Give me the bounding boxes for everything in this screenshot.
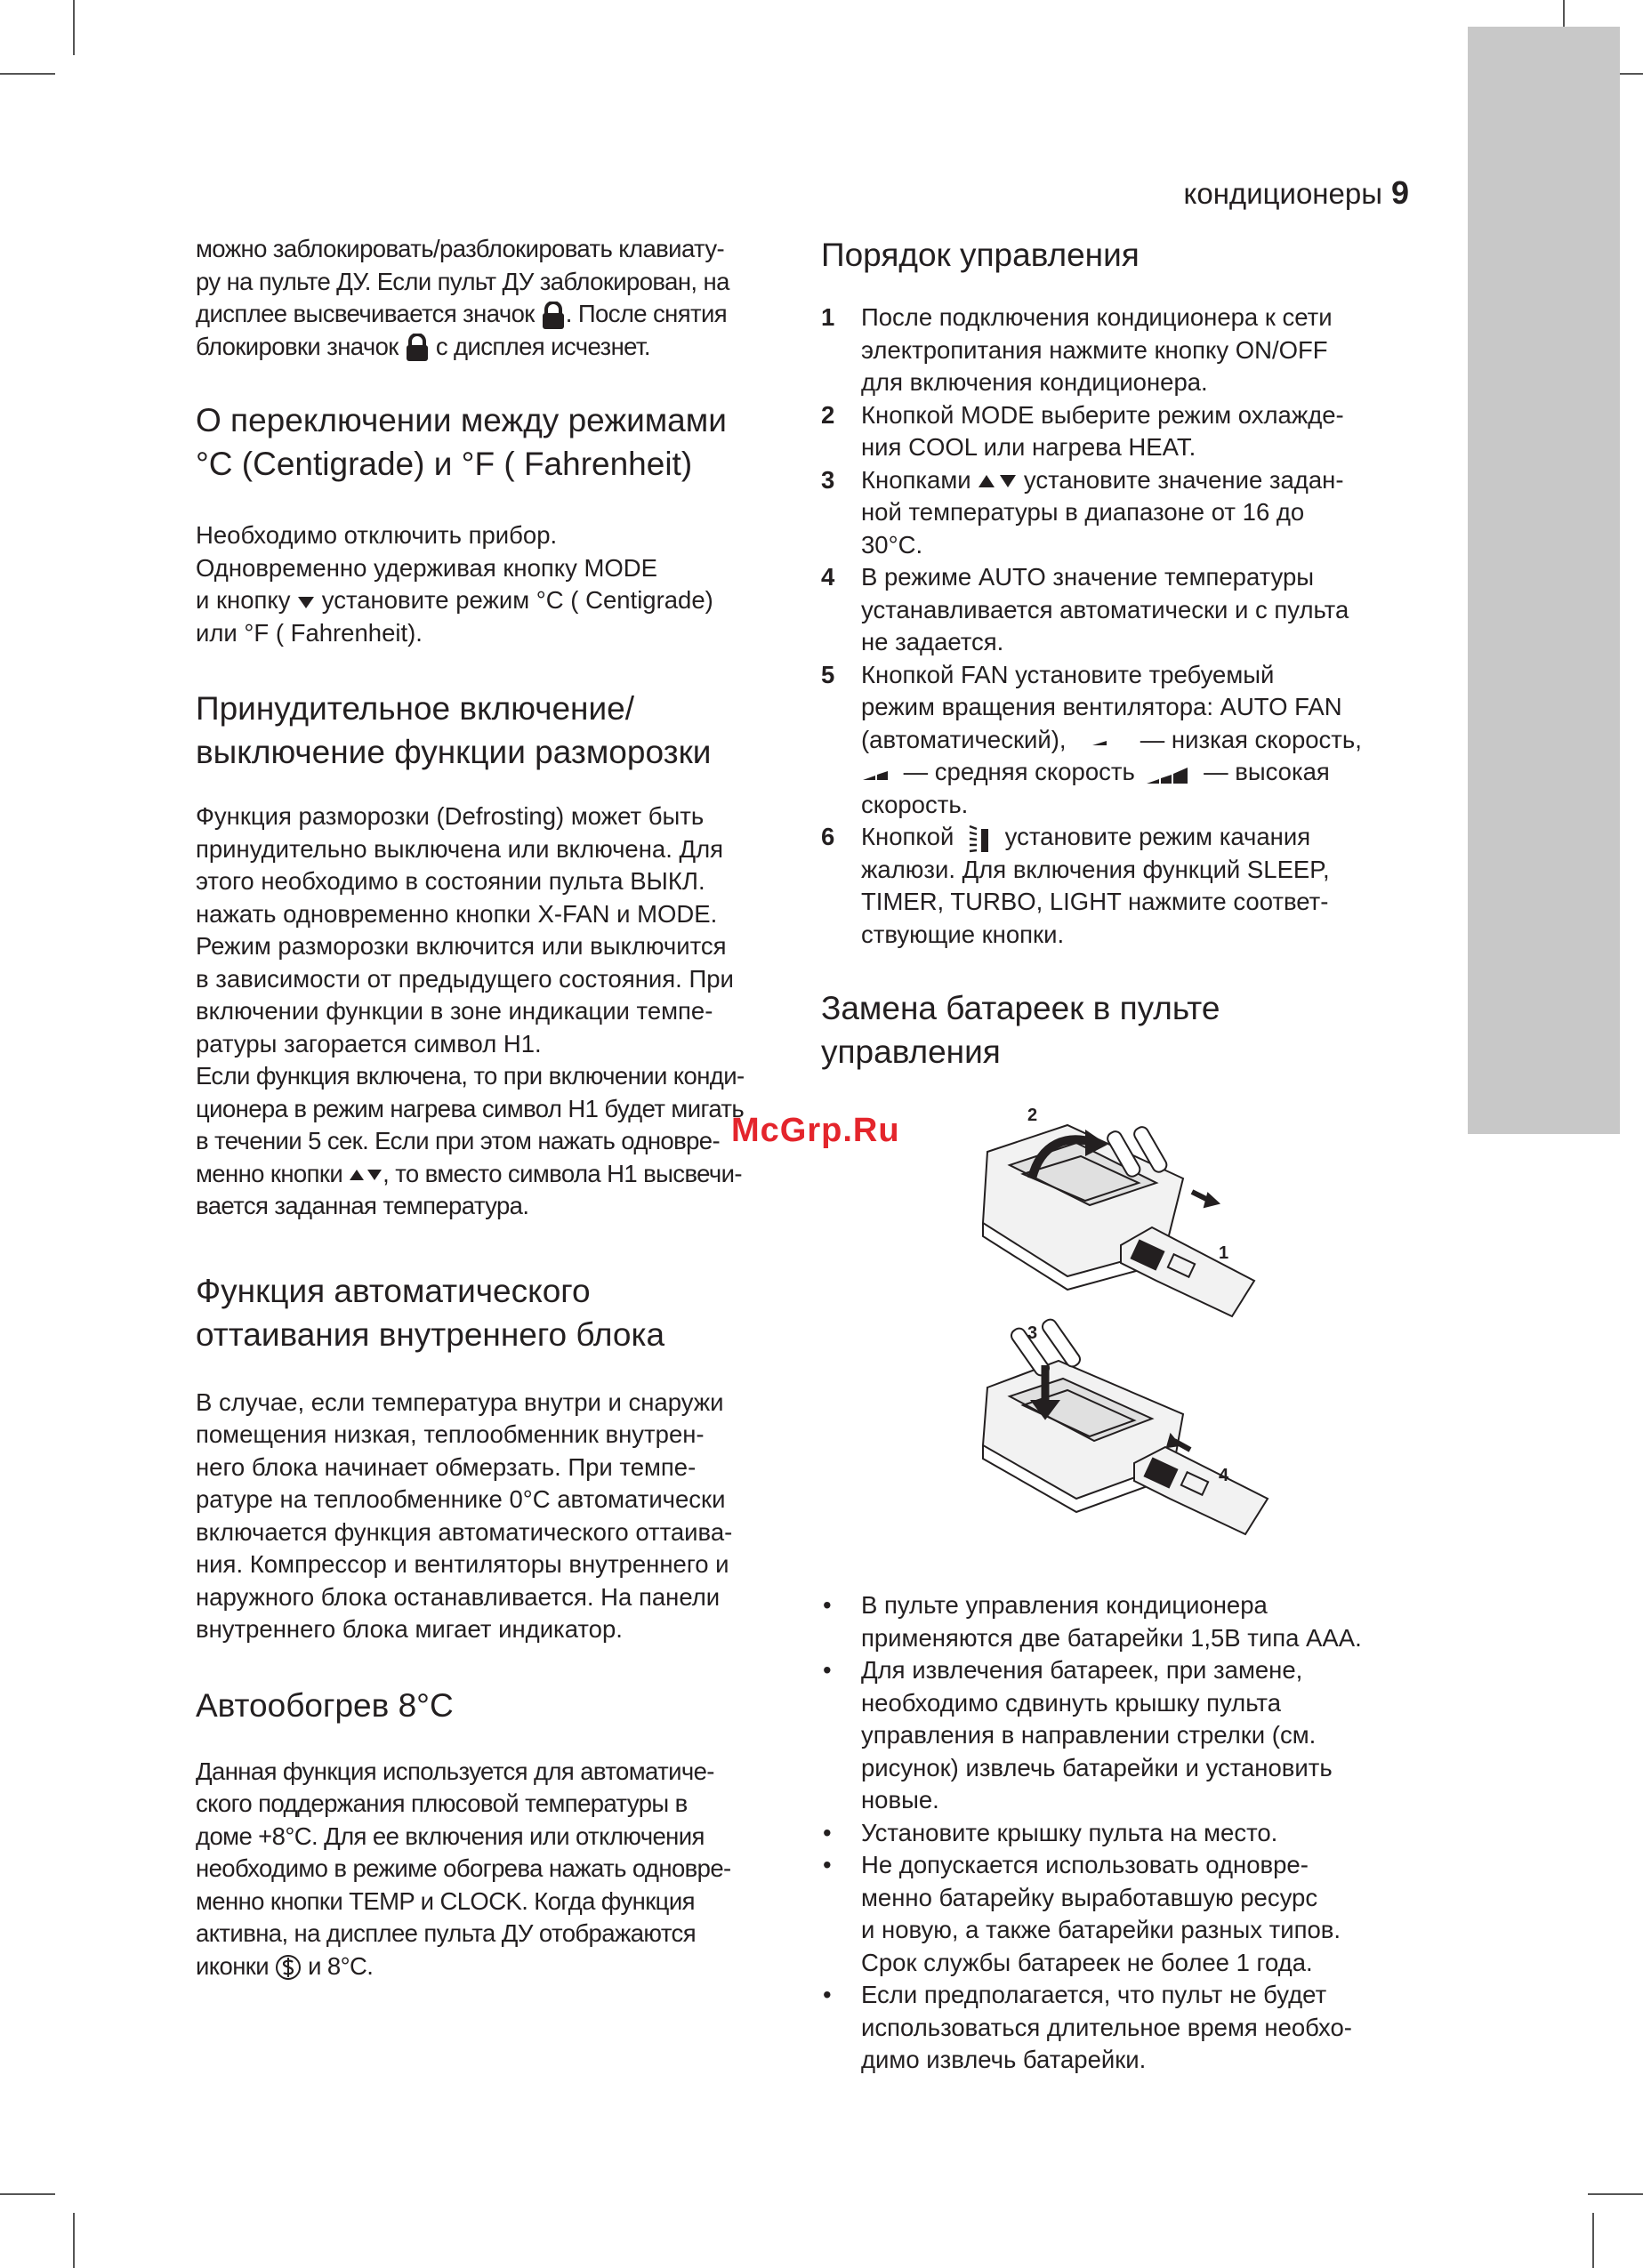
fan-medium-speed-icon: [861, 766, 891, 782]
operation-steps: [821, 302, 1408, 951]
list-item: • Если предполагается, что пульт не будет использоваться длительное время необхо- димо извлечь батарейки.: [823, 1981, 1352, 2074]
list-item: 6 Кнопкой установите режим качания жалюзи. Для включения функций SLEEP, TIMER, TURBO, LIGHT нажмите соответ- ствующие кнопки.: [821, 823, 1330, 948]
list-item: 1 После подключения кондиционера к сети электропитания нажмите кнопку ON/OFF для включения кондиционера.: [821, 303, 1333, 396]
list-item: 4 В режиме AUTO значение температуры устанавливается автоматически и с пульта не задается.: [821, 563, 1349, 655]
intro-paragraph: можно заблокировать/разблокировать клавиату- ру на пульте ДУ. Если пульт ДУ заблокирован, на дисплее высвечивается значок . После снятия блокировки значок с дисплея исчезнет.: [196, 233, 792, 363]
auto-thaw-paragraph: В случае, если температура внутри и снаружи помещения низкая, теплообменник внутрен- него блока начинает обмерзать. При темпе- ратуре на теплообменнике 0°C автоматически включается функция автоматического оттаива- ния. Компрессор и вентиляторы внутреннего и наружного блока останавливается. На панели внутреннего блока мигает индикатор.: [196, 1387, 733, 1643]
defrost-paragraph-2: Если функция включена, то при включении конди- ционера в режим нагрева символ H1 будет мигать в течении 5 сек. Если при этом нажать одновре- менно кнопки , то вместо символа H1 высвечи- вается заданная температура.: [196, 1062, 745, 1219]
section-title-operation: Порядок управления: [821, 237, 1140, 273]
crop-mark: [1592, 2213, 1594, 2268]
auto-heat-paragraph: Данная функция используется для автоматиче- ского поддержания плюсовой температуры в доме +8°C. Для ее включения или отключения необходимо в режиме обогрева нажать одновре- менно кнопки TEMP и CLOCK. Когда функция активна, на дисплее пульта ДУ отображаются иконки и 8°C.: [196, 1757, 731, 1980]
battery-replacement-illustration: [961, 1098, 1334, 1579]
section-name: кондиционеры: [1183, 177, 1382, 210]
left-column: [196, 233, 792, 1982]
crop-mark: [0, 2193, 55, 2195]
list-item: • Установите крышку пульта на место.: [823, 1818, 1278, 1846]
crop-mark: [73, 0, 75, 55]
list-item: 3 Кнопками установите значение задан- ной температуры в диапазоне от 16 до 30°C.: [821, 465, 1344, 559]
list-item: 2 Кнопкой MODE выберите режим охлажде- ния COOL или нагрева HEAT.: [821, 400, 1344, 461]
list-item: • Для извлечения батареек, при замене, необходимо сдвинуть крышку пульта управления в направлении стрелки (см. рисунок) извлечь батарейки и установить новые.: [823, 1656, 1333, 1814]
figure-label-3: 3: [1027, 1323, 1038, 1343]
section-title-auto-heat: Автообогрев 8°C: [196, 1686, 454, 1724]
list-item: 5 Кнопкой FAN установите требуемый режим вращения вентилятора: AUTO FAN (автоматический), — низкая скорость, — средняя скорость — высокая скорость.: [821, 660, 1362, 818]
dollar-circle-icon: [275, 1954, 302, 1981]
lock-icon: [405, 334, 430, 362]
figure-label-2: 2: [1027, 1106, 1038, 1125]
arrow-up-down-icon: [978, 473, 1017, 489]
watermark: McGrp.Ru: [731, 1112, 900, 1149]
section-title-defrost: Принудительное включение/ выключение функции разморозки: [196, 690, 712, 770]
battery-notes: [821, 1589, 1408, 2077]
fan-low-speed-icon: [1085, 734, 1121, 748]
defrost-paragraph: Функция разморозки (Defrosting) может быть принудительно выключена или включена. Для этого необходимо в состоянии пульта ВЫКЛ. нажать одновременно кнопки X-FAN и MODE. Режим разморозки включится или выключится в зависимости от предыдущего состояния. При включении функции в зоне индикации темпе- ратуры загорается символ H1.: [196, 802, 734, 1058]
page-header: [1184, 174, 1409, 212]
arrow-down-icon: [297, 595, 315, 609]
section-title-units: О переключении между режимами °C (Centigrade) и °F ( Fahrenheit): [196, 402, 727, 482]
chapter-tab: [1468, 27, 1620, 1134]
figure-label-4: 4: [1219, 1466, 1229, 1485]
fan-high-speed-icon: [1145, 762, 1193, 785]
list-item: • Не допускается использовать одновре- менно батарейку выработавшую ресурс и новую, а также батарейки разных типов. Срок службы батареек не более 1 года.: [823, 1851, 1341, 1976]
page-number: 9: [1390, 174, 1409, 211]
crop-mark: [0, 73, 55, 75]
swing-louver-icon: [966, 824, 993, 854]
list-item: • В пульте управления кондиционера применяются две батарейки 1,5В типа AAA.: [823, 1591, 1362, 1652]
arrow-up-down-icon: [349, 1168, 383, 1182]
crop-mark: [73, 2213, 75, 2268]
section-title-batteries: Замена батареек в пульте управления: [821, 990, 1220, 1071]
figure-label-1: 1: [1219, 1243, 1229, 1263]
crop-mark: [1588, 2193, 1643, 2195]
units-paragraph: Необходимо отключить прибор. Одновременно удерживая кнопку MODE и кнопку установите режим °C ( Centigrade) или °F ( Fahrenheit).: [196, 521, 713, 647]
section-title-auto-thaw: Функция автоматического оттаивания внутреннего блока: [196, 1272, 665, 1353]
lock-icon: [541, 302, 566, 330]
